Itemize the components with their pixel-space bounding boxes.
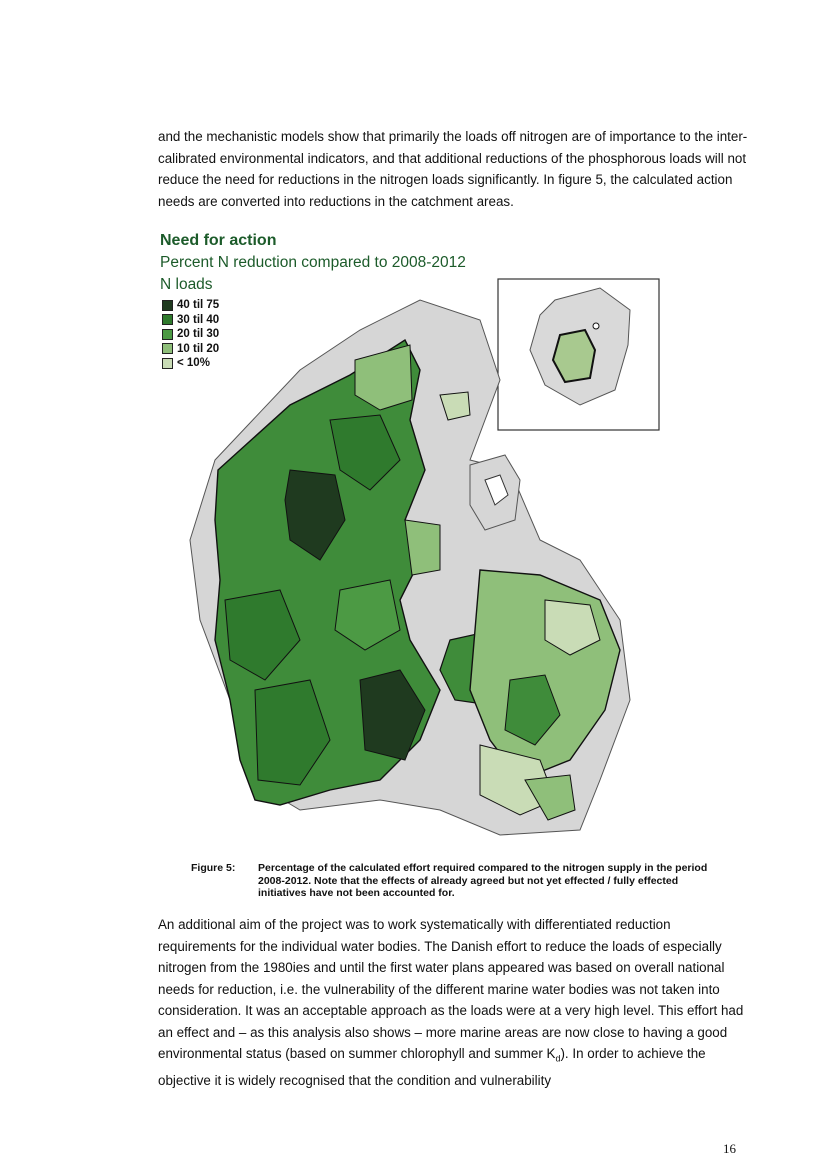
legend-swatch bbox=[162, 314, 173, 325]
legend-swatch bbox=[162, 358, 173, 369]
legend-item: 20 til 30 bbox=[162, 327, 219, 342]
map-legend bbox=[162, 298, 219, 371]
page-number: 16 bbox=[723, 1141, 736, 1156]
legend-item: 40 til 75 bbox=[162, 298, 219, 313]
legend-item: < 10% bbox=[162, 356, 219, 371]
kd-subscript: d bbox=[555, 1053, 561, 1064]
map-title: Need for action bbox=[160, 232, 277, 249]
caption-text: Percentage of the calculated effort required compared to the nitrogen supply in the period 2008-2012. Note that the effects of already agreed but not yet effected / fully effected initiatives have not been accounted for. bbox=[258, 862, 708, 899]
map-subtitle: Percent N reduction compared to 2008-2012 bbox=[160, 254, 466, 271]
paragraph-bottom: An additional aim of the project was to work systematically with differentiated reduction requirements for the individual water bodies. The Danish effort to reduce the loads of especially nitrogen from the 1980ies and until the first water plans appeared was based on overall national needs for reduction, i.e. the vulnerability of the different marine water bodies was not taken into consideration. It was an acceptable approach as the loads were at a very high level. This effort had an effect and – as this analysis also shows – more marine areas are now close to having a good environmental status (based on summer chlorophyll and summer $K_d$). In order to achieve the objective it is widely recognised that the condition and vulnerability bbox=[158, 917, 744, 1089]
legend-swatch bbox=[162, 343, 173, 354]
legend-item: 30 til 40 bbox=[162, 313, 219, 328]
caption-label: Figure 5: bbox=[191, 862, 236, 874]
legend-item: 10 til 20 bbox=[162, 342, 219, 357]
legend-swatch bbox=[162, 300, 173, 311]
legend-title: N loads bbox=[160, 276, 213, 293]
legend-swatch bbox=[162, 329, 173, 340]
paragraph-top: and the mechanistic models show that primarily the loads off nitrogen are of importance to the inter-calibrated environmental indicators, and that additional reductions of the phosphorous loads will not reduce the need for reductions in the nitrogen loads significantly. In figure 5, the calculated action needs are converted into reductions in the catchment areas. bbox=[158, 129, 748, 209]
